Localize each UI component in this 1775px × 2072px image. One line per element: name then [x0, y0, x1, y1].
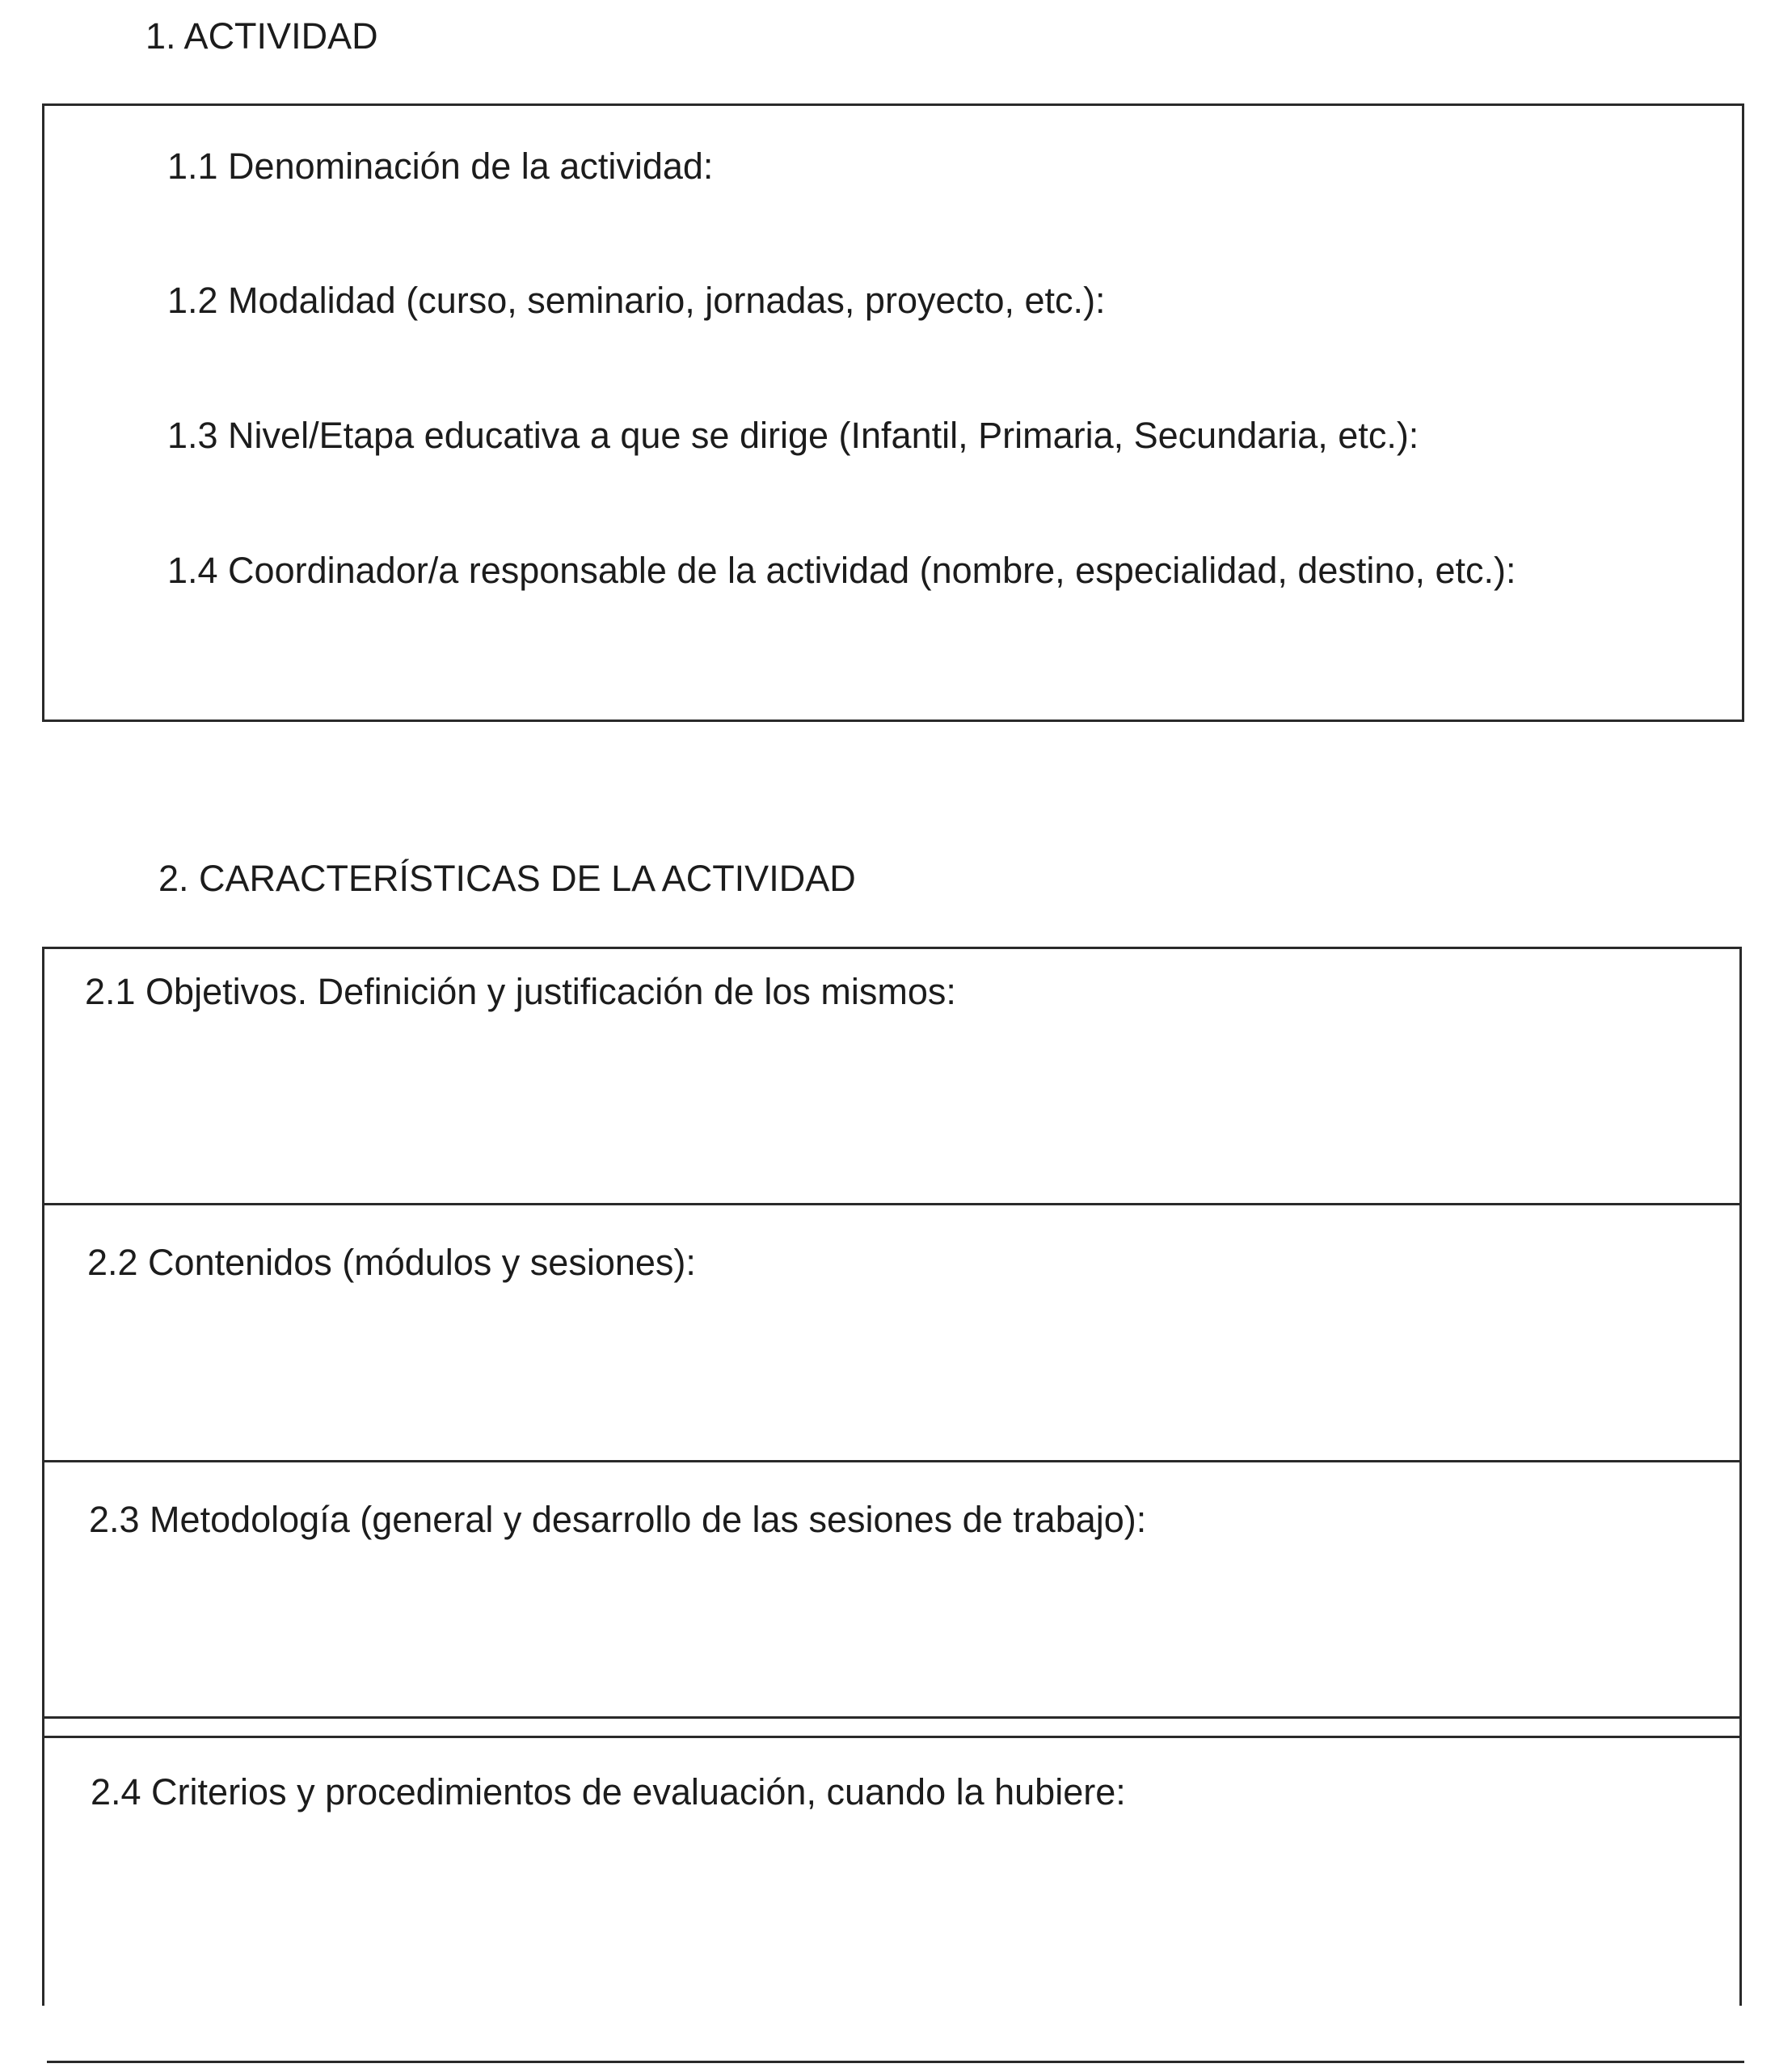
field-denominacion[interactable]: 1.1 Denominación de la actividad:	[167, 146, 714, 187]
field-metodologia[interactable]	[44, 1462, 1739, 1721]
contenidos-label: 2.2 Contenidos (módulos y sesiones):	[87, 1242, 696, 1283]
section-1-heading: 1. ACTIVIDAD	[145, 15, 378, 57]
field-objetivos[interactable]	[44, 949, 1739, 1206]
field-evaluacion[interactable]	[44, 1738, 1739, 2008]
divider	[44, 1716, 1739, 1719]
metodologia-label: 2.3 Metodología (general y desarrollo de las sesiones de trabajo):	[89, 1499, 1147, 1540]
objetivos-label: 2.1 Objetivos. Definición y justificación de los mismos:	[85, 971, 956, 1012]
field-contenidos[interactable]	[44, 1205, 1739, 1462]
field-nivel-etapa[interactable]: 1.3 Nivel/Etapa educativa a que se dirige (Infantil, Primaria, Secundaria, etc.):	[167, 415, 1419, 456]
actividad-box	[42, 103, 1744, 722]
field-modalidad[interactable]: 1.2 Modalidad (curso, seminario, jornadas, proyecto, etc.):	[167, 280, 1106, 321]
bottom-divider	[47, 2061, 1744, 2063]
section-2-heading: 2. CARACTERÍSTICAS DE LA ACTIVIDAD	[158, 858, 856, 899]
field-coordinador[interactable]: 1.4 Coordinador/a responsable de la actividad (nombre, especialidad, destino, etc.):	[167, 550, 1516, 591]
evaluacion-label: 2.4 Criterios y procedimientos de evaluación, cuando la hubiere:	[91, 1771, 1126, 1812]
caracteristicas-box	[42, 947, 1742, 2006]
